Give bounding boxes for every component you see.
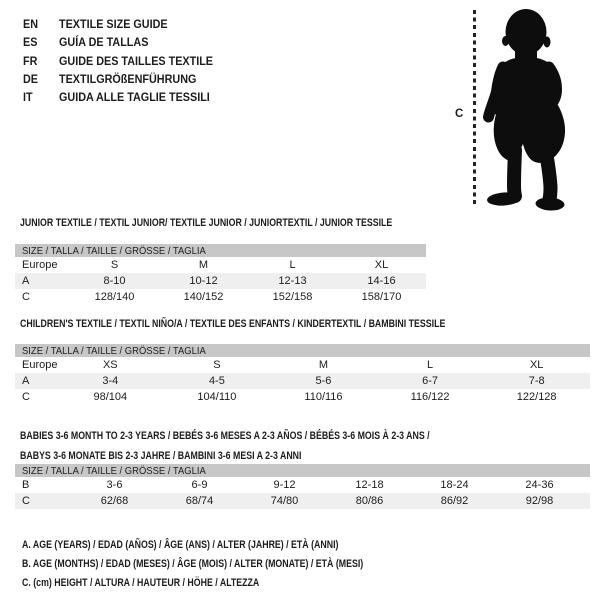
table-cell: 6-9 (191, 479, 208, 491)
row-label: C (22, 391, 30, 403)
table-cell: 62/68 (100, 495, 129, 507)
language-title: TEXTILGRÖßENFÜHRUNG (59, 71, 197, 86)
language-row (23, 15, 230, 33)
table-cell: L (427, 359, 434, 371)
table-cell: 80/86 (355, 495, 384, 507)
table-row (15, 493, 590, 509)
table-cell: 10-12 (189, 275, 218, 287)
children-table-body (15, 357, 590, 405)
size-header-bar (15, 464, 590, 477)
size-header-text: SIZE / TALLA / TAILLE / GRÖSSE / TAGLIA (22, 244, 206, 257)
row-label: B (22, 479, 30, 491)
babies-table-title-line2: BABYS 3-6 MONATE BIS 2-3 JAHRE / BAMBINI 3-6 MESI A 2-3 ANNI (20, 450, 302, 462)
table-cell: XL (374, 259, 389, 271)
table-cell: 3-4 (102, 375, 119, 387)
babies-size-table (15, 464, 590, 509)
language-row (23, 33, 230, 51)
table-cell: 140/152 (183, 291, 224, 303)
footnote-line (22, 555, 449, 574)
row-label: A (22, 375, 30, 387)
language-title: GUÍA DE TALLAS (59, 35, 149, 50)
footnotes (22, 536, 449, 594)
table-row (15, 257, 426, 273)
table-cell: 12-18 (355, 479, 384, 491)
footnote-line (22, 574, 449, 593)
table-cell: M (198, 259, 209, 271)
table-cell: M (318, 359, 329, 371)
babies-table-title (20, 426, 532, 466)
children-size-table (15, 344, 590, 405)
table-cell: 104/110 (197, 391, 237, 403)
babies-table-title-line1: BABIES 3-6 MONTH TO 2-3 YEARS / BEBÉS 3-6 MESES A 2-3 AÑOS / BÉBÉS 3-6 MOIS À 2-3 ANS / (20, 430, 430, 442)
language-code: IT (23, 90, 33, 104)
language-row (23, 88, 230, 106)
table-cell: 4-5 (208, 375, 225, 387)
table-cell: 86/92 (440, 495, 469, 507)
table-cell: XL (529, 359, 544, 371)
table-cell: 8-10 (103, 275, 126, 287)
table-cell: 9-12 (273, 479, 296, 491)
junior-table-title-text: JUNIOR TEXTILE / TEXTIL JUNIOR/ TEXTILE JUNIOR / JUNIORTEXTIL / JUNIOR TESSILE (20, 217, 393, 229)
table-cell: S (213, 359, 221, 371)
baby-silhouette-icon (470, 0, 600, 215)
language-title-list (23, 15, 230, 106)
language-code: ES (23, 35, 38, 50)
table-cell: 122/128 (516, 391, 557, 403)
footnote-a: A. AGE (YEARS) / EDAD (AÑOS) / ÂGE (ANS) / ALTER (JAHRE) / ETÀ (ANNI) (22, 539, 339, 551)
table-cell: 152/158 (272, 291, 313, 303)
children-table-title-text: CHILDREN'S TEXTILE / TEXTIL NIÑO/A / TEXTILE DES ENFANTS / KINDERTEXTIL / BAMBINI TESSILE (20, 318, 446, 330)
babies-table-body (15, 477, 590, 509)
footnote-c: C. (cm) HEIGHT / ALTURA / HAUTEUR / HÖHE / ALTEZZA (22, 577, 260, 590)
junior-size-table (15, 244, 426, 305)
table-cell: S (110, 259, 119, 271)
row-label: A (22, 275, 30, 287)
table-cell: XS (102, 359, 118, 371)
row-label: Europe (22, 259, 58, 271)
language-row (23, 70, 230, 88)
table-cell: 24-36 (525, 479, 554, 491)
table-cell: 68/74 (185, 495, 214, 507)
table-row (15, 289, 426, 305)
row-label: C (22, 495, 30, 507)
language-code: DE (23, 71, 39, 86)
children-table-title (20, 318, 552, 331)
height-measure-label: C (455, 108, 464, 120)
table-cell: 14-16 (367, 275, 396, 287)
table-cell: 12-13 (278, 275, 307, 287)
table-cell: 98/104 (93, 391, 128, 403)
language-code: FR (23, 53, 38, 68)
size-header-text: SIZE / TALLA / TAILLE / GRÖSSE / TAGLIA (22, 344, 206, 357)
table-cell: 3-6 (106, 479, 123, 491)
table-cell: 92/98 (525, 495, 554, 507)
row-label: C (22, 291, 30, 303)
table-cell: 7-8 (528, 375, 545, 387)
table-row (15, 357, 590, 373)
table-cell: 5-6 (315, 375, 332, 387)
table-cell: 128/140 (94, 291, 135, 303)
language-row (23, 52, 230, 70)
table-cell: 74/80 (270, 495, 299, 507)
table-row (15, 389, 590, 405)
size-header-text: SIZE / TALLA / TAILLE / GRÖSSE / TAGLIA (22, 464, 206, 477)
language-code: EN (23, 17, 39, 31)
table-cell: L (289, 259, 296, 271)
table-row (15, 373, 590, 389)
row-label: Europe (22, 359, 58, 371)
footnote-line (22, 536, 449, 555)
table-cell: 6-7 (422, 375, 439, 387)
language-title: TEXTILE SIZE GUIDE (59, 17, 168, 31)
table-cell: 116/122 (410, 391, 450, 403)
table-cell: 158/170 (361, 291, 402, 303)
junior-table-body (15, 257, 426, 305)
size-header-bar (15, 244, 426, 257)
table-row (15, 477, 590, 493)
language-title: GUIDA ALLE TAGLIE TESSILI (59, 90, 210, 104)
table-cell: 18-24 (440, 479, 469, 491)
table-row (15, 273, 426, 289)
footnote-b: B. AGE (MONTHS) / EDAD (MESES) / ÂGE (MOIS) / ALTER (MONATE) / ETÀ (MESI) (22, 558, 364, 571)
table-cell: 110/116 (304, 391, 343, 403)
junior-table-title (20, 217, 485, 230)
size-header-bar (15, 344, 590, 357)
language-title: GUIDE DES TAILLES TEXTILE (59, 53, 214, 68)
